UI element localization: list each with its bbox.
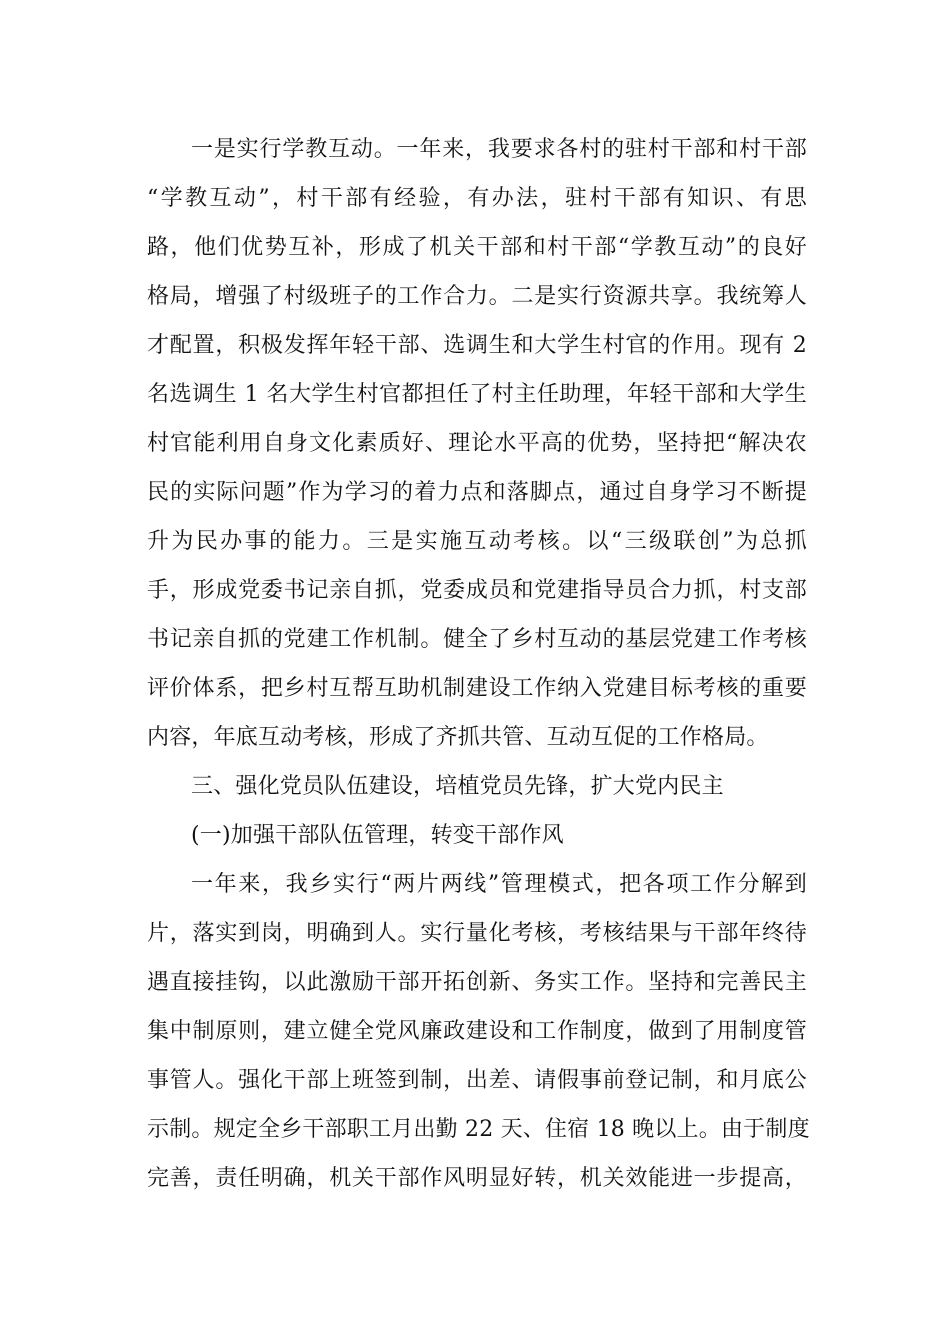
paragraph-line: 一是实行学教互动。一年来，我要求各村的驻村干部和村干部 xyxy=(191,137,807,162)
paragraph-line: 路，他们优势互补，形成了机关干部和村干部“学教互动”的良好 xyxy=(147,235,807,260)
paragraph-line: 遇直接挂钩，以此激励干部开拓创新、务实工作。坚持和完善民主 xyxy=(147,970,807,995)
paragraph-line: 书记亲自抓的党建工作机制。健全了乡村互动的基层党建工作考核 xyxy=(147,627,807,652)
section-heading: 三、强化党员队伍建设，培植党员先锋，扩大党内民主 xyxy=(191,774,724,799)
paragraph-line: “学教互动”，村干部有经验，有办法，驻村干部有知识、有思 xyxy=(147,186,807,211)
paragraph-line: 评价体系，把乡村互帮互助机制建设工作纳入党建目标考核的重要 xyxy=(147,676,807,701)
paragraph-line: 一年来，我乡实行“两片两线”管理模式，把各项工作分解到 xyxy=(191,872,807,897)
paragraph-line: 手，形成党委书记亲自抓，党委成员和党建指导员合力抓，村支部 xyxy=(147,578,807,603)
paragraph-line: 示制。规定全乡干部职工月出勤 22 天、住宿 18 晚以上。由于制度 xyxy=(147,1117,810,1142)
paragraph-line: 内容，年底互动考核，形成了齐抓共管、互动互促的工作格局。 xyxy=(147,725,769,750)
paragraph-line: 事管人。强化干部上班签到制，出差、请假事前登记制，和月底公 xyxy=(147,1068,807,1093)
paragraph-line: 升为民办事的能力。三是实施互动考核。以“三级联创”为总抓 xyxy=(147,529,807,554)
paragraph-line: 名选调生 1 名大学生村官都担任了村主任助理，年轻干部和大学生 xyxy=(147,382,807,407)
paragraph-line: 民的实际问题”作为学习的着力点和落脚点，通过自身学习不断提 xyxy=(147,480,807,505)
paragraph-line: 完善，责任明确，机关干部作风明显好转，机关效能进一步提高， xyxy=(147,1166,807,1191)
paragraph-line: 片，落实到岗，明确到人。实行量化考核，考核结果与干部年终待 xyxy=(147,921,807,946)
paragraph-line: 集中制原则，建立健全党风廉政建设和工作制度，做到了用制度管 xyxy=(147,1019,807,1044)
paragraph-line: 村官能利用自身文化素质好、理论水平高的优势，坚持把“解决农 xyxy=(147,431,807,456)
paragraph-line: 格局，增强了村级班子的工作合力。二是实行资源共享。我统筹人 xyxy=(147,284,807,309)
paragraph-line: 才配置，积极发挥年轻干部、选调生和大学生村官的作用。现有 2 xyxy=(147,333,807,358)
subsection-heading: (一)加强干部队伍管理，转变干部作风 xyxy=(191,823,564,848)
